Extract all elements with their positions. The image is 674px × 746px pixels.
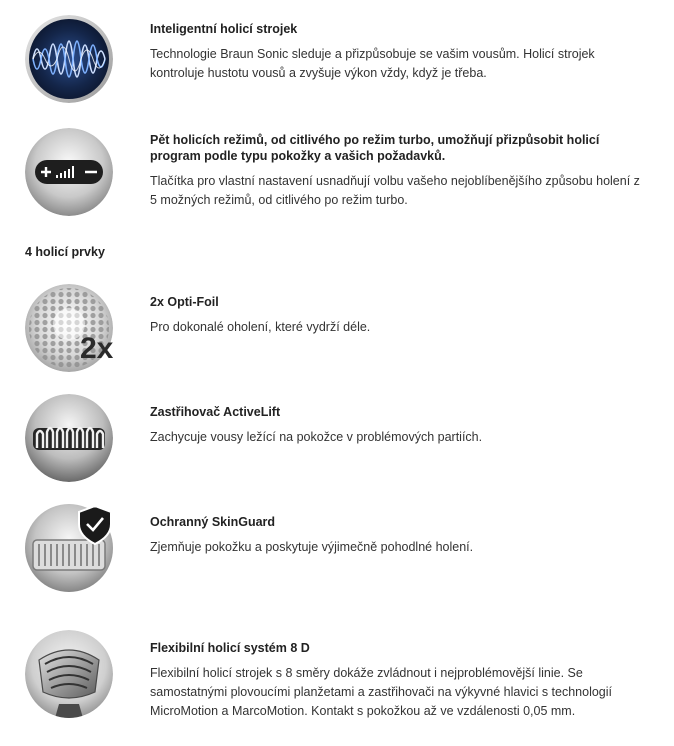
element-description: Flexibilní holicí strojek s 8 směry dokáže zvládnout i nejproblémovější linie. Se samostatnými plovoucími planžetami a zastřihovači na výkyvné hlavici s technologií MicroMotion a MarcoMotion. Kontakt s pokožkou až ve vzdálenosti 0,05 mm. <box>150 666 613 718</box>
element-title: Zastřihovač ActiveLift <box>150 405 281 419</box>
badge-2x: 2x <box>80 332 114 365</box>
skinguard-check-icon <box>25 504 113 592</box>
feature-title: Inteligentní holicí strojek <box>150 22 298 36</box>
element-title: Flexibilní holicí systém 8 D <box>150 641 310 655</box>
feature-title: Pět holicích režimů, od citlivého po režim turbo, umožňují přizpůsobit holicí program podle typu pokožky a vašich požadavků. <box>150 133 600 163</box>
element-description: Pro dokonalé oholení, které vydrží déle. <box>150 320 371 334</box>
power-modes-icon <box>25 128 113 216</box>
element-description: Zachycuje vousy ležící na pokožce v problémových partiích. <box>150 430 483 444</box>
sound-wave-icon <box>25 15 113 103</box>
element-title: Ochranný SkinGuard <box>150 515 276 529</box>
feature-description: Technologie Braun Sonic sleduje a přizpůsobuje se vašim vousům. Holicí strojek kontroluje hustotu vousů a zvyšuje výkon vždy, když je třeba. <box>150 47 595 80</box>
section-title: 4 holicí prvky <box>25 245 105 259</box>
feature-description: Tlačítka pro vlastní nastavení usnadňují volbu vašeho nejoblíbenějšího způsobu holení z 5 možných režimů, od citlivého po režim turbo. <box>150 174 640 207</box>
flexible-head-icon <box>25 630 113 718</box>
element-title: 2x Opti-Foil <box>150 295 219 309</box>
element-description: Zjemňuje pokožku a poskytuje výjimečně pohodlné holení. <box>150 540 474 554</box>
trimmer-icon <box>25 394 113 482</box>
